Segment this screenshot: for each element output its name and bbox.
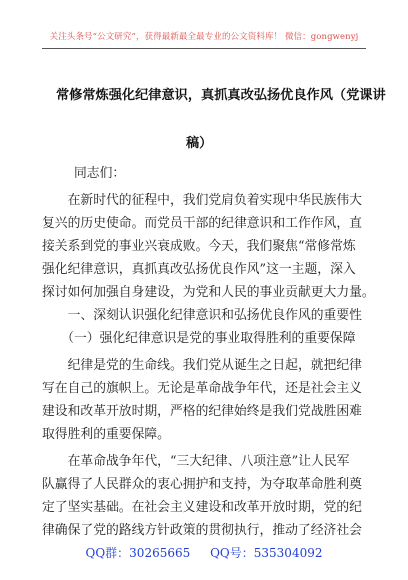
document-title-line-1: 常修常炼强化纪律意识，真抓真改弘扬优良作风（党课讲 xyxy=(56,88,386,103)
footer-contact xyxy=(0,544,408,561)
subsection-heading: （一）强化纪律意识是党的事业取得胜利的重要保障 xyxy=(42,331,356,346)
body-line: 纪律是党的生命线。我们党从诞生之日起，就把纪律 xyxy=(42,358,362,373)
body-line: 定了坚实基础。在社会主义建设和改革开放时期，党的纪 xyxy=(42,500,362,515)
section-heading: 一、深刻认识强化纪律意识和弘扬优良作风的重要性 xyxy=(42,308,362,323)
body-line: 写在自己的旗帜上。无论是革命战争年代，还是社会主义 xyxy=(42,381,362,396)
body-line: 复兴的历史使命。而党员干部的纪律意识和工作作风，直 xyxy=(42,216,362,231)
salutation: 同志们： xyxy=(74,166,126,181)
body-line: 强化纪律意识，真抓真改弘扬优良作风”这一主题，深入 xyxy=(42,262,356,277)
document-title-line-2: 稿） xyxy=(186,136,213,151)
body-line: 探讨如何加强自身建设，为党和人民的事业贡献更大力量。 xyxy=(42,285,375,300)
body-line: 在新时代的征程中，我们党肩负着实现中华民族伟大 xyxy=(42,193,362,208)
footer-qq-group: QQ群：30265665 xyxy=(85,546,191,560)
body-line: 取得胜利的重要保障。 xyxy=(42,427,170,442)
header-note: 关注头条号“公文研究”，获得最新最全最专业的公文资料库！ 微信：gongwenyj xyxy=(49,32,359,42)
body-line: 律确保了党的路线方针政策的贯彻执行，推动了经济社会 xyxy=(42,523,362,538)
body-line: 在革命战争年代，“三大纪律、八项注意”让人民军 xyxy=(42,454,350,469)
body-line: 建设和改革开放时期，严格的纪律始终是我们党战胜困难 xyxy=(42,404,362,419)
body-line: 队赢得了人民群众的衷心拥护和支持，为夺取革命胜利奠 xyxy=(42,477,362,492)
footer-qq: QQ号：535304092 xyxy=(210,546,323,560)
header-divider xyxy=(42,48,366,49)
body-line: 接关系到党的事业兴衰成败。今天，我们聚焦“常修常炼 xyxy=(42,239,356,254)
